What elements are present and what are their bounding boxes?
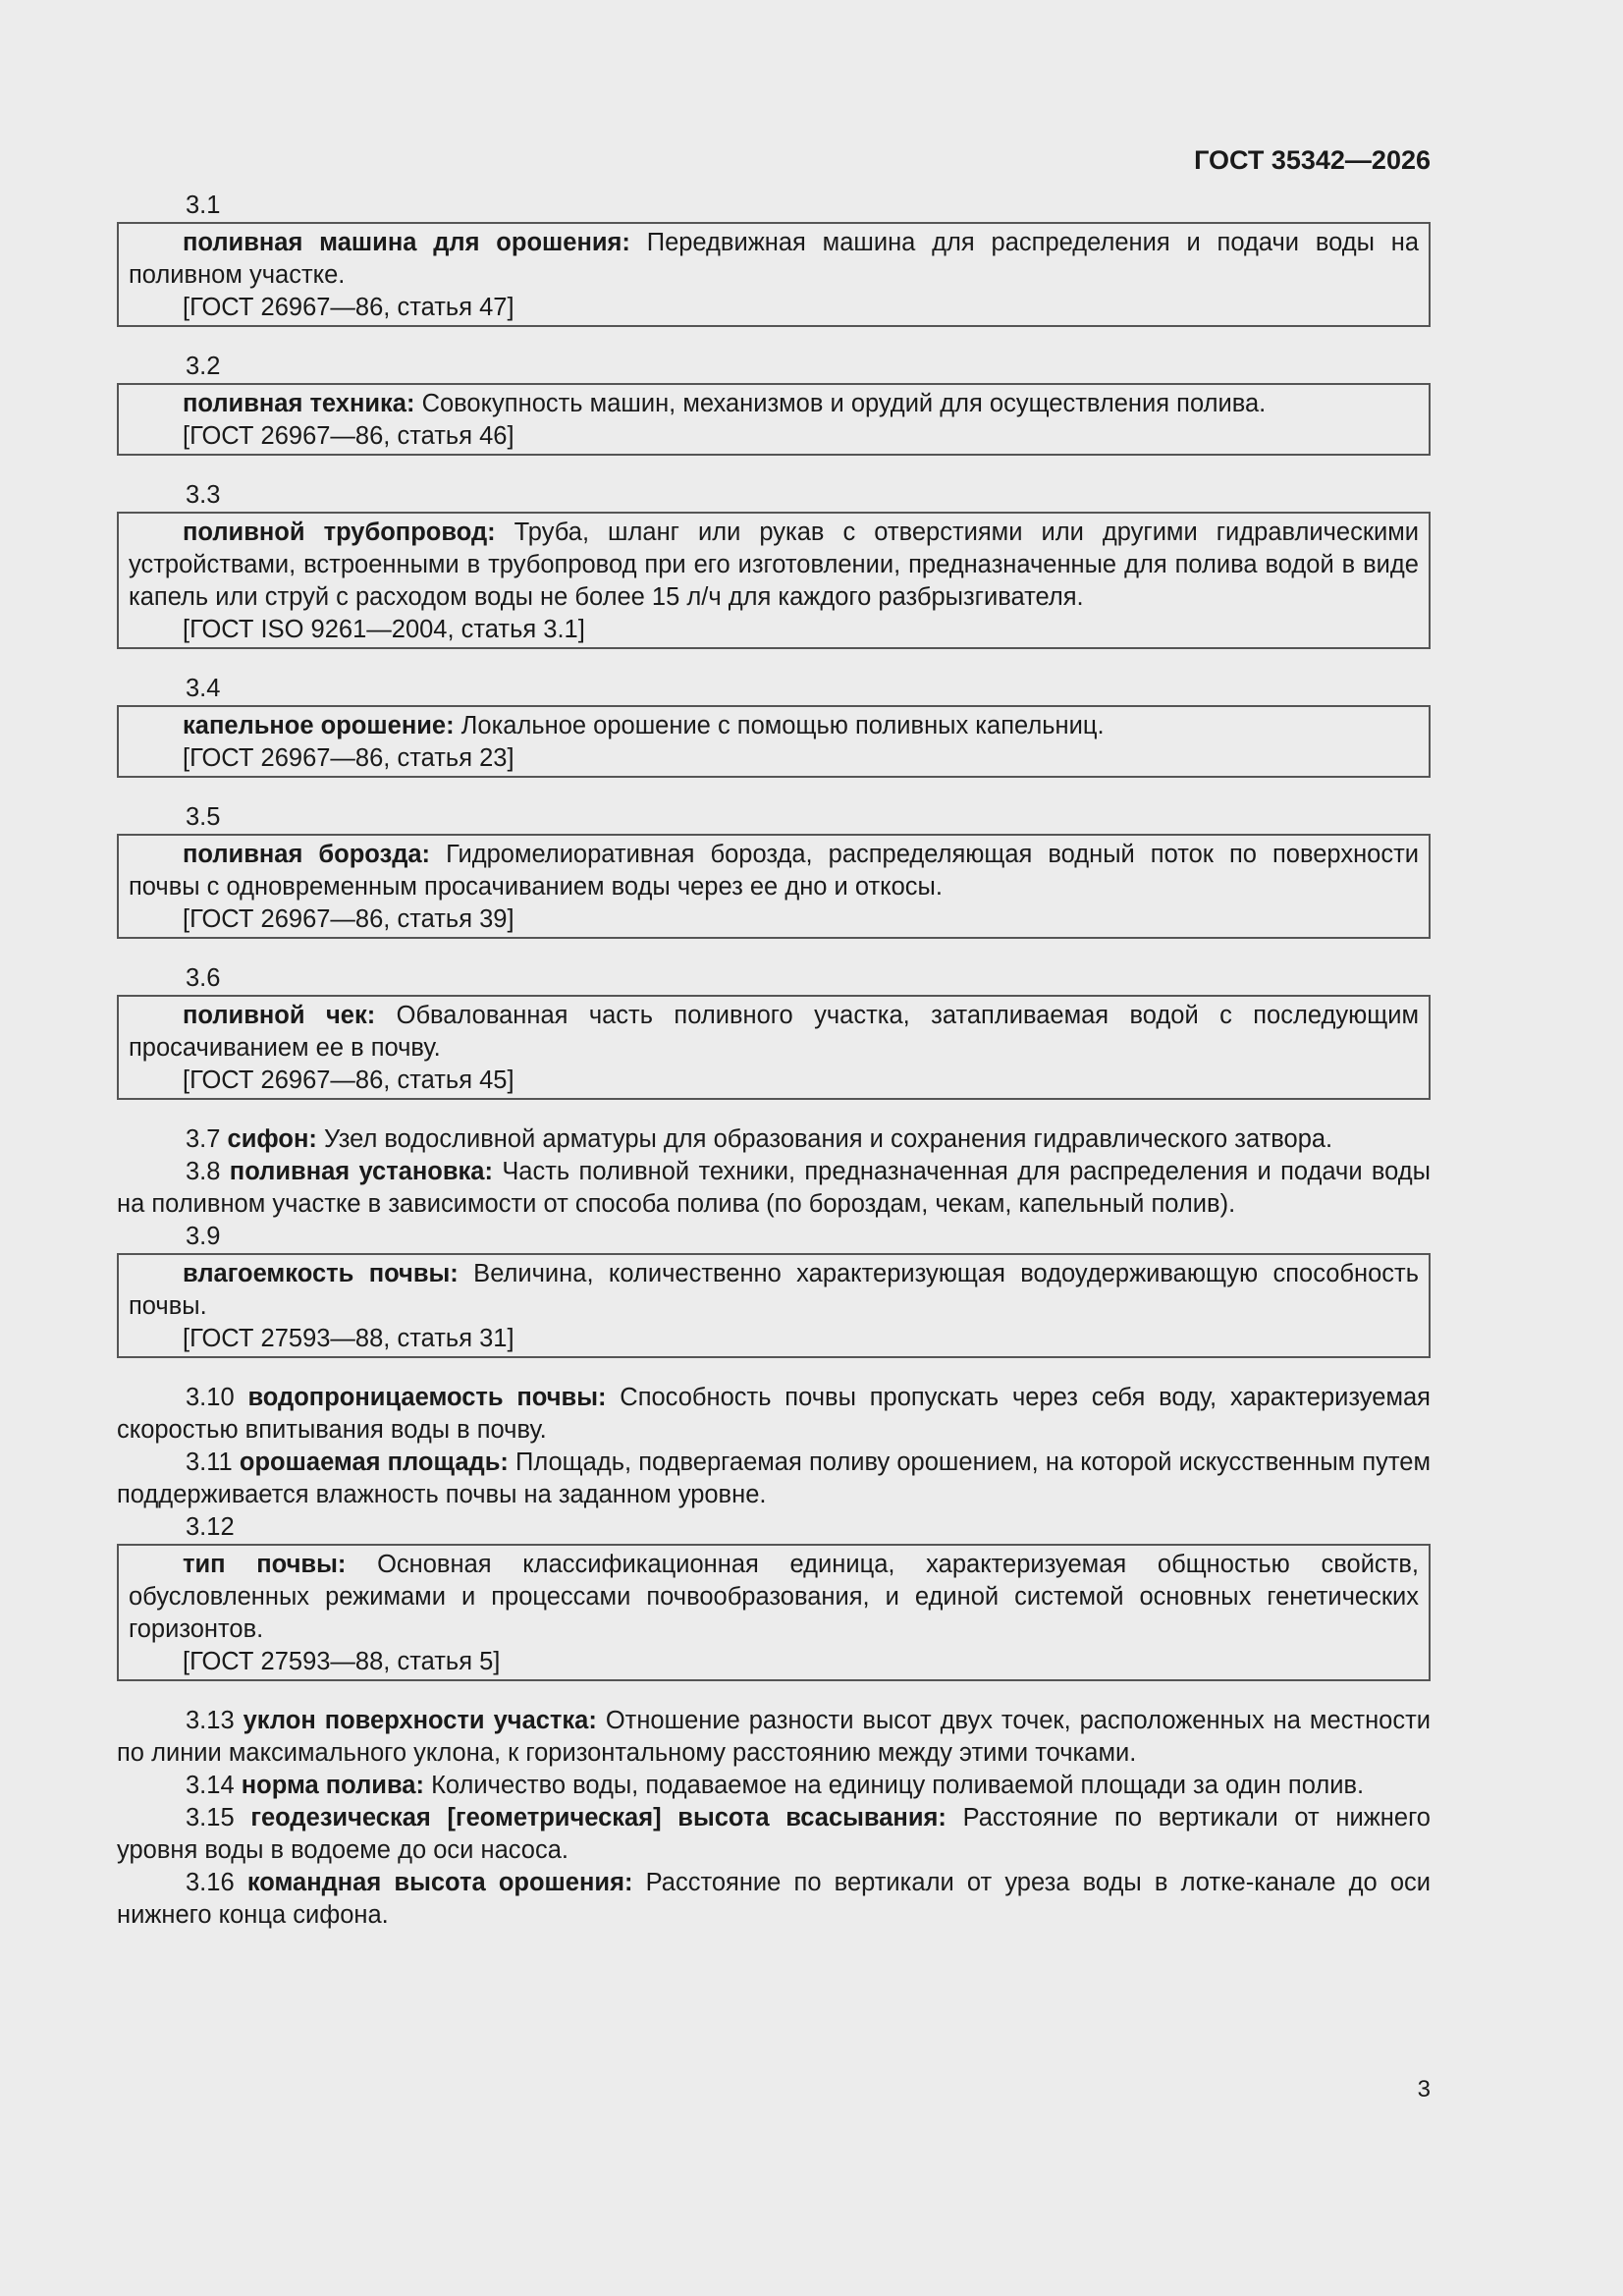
term-text: Труба, шланг или рукав с отверстиями или другими гидравлическими устройствами, встроенными в трубопровод при его изготовлении, предназначенные для полива водой в виде капель или струй с расходом воды не более 15 л/ч для каждого разбрызгивателя. <box>129 519 1420 611</box>
term-name: уклон поверхности участка: <box>243 1707 597 1734</box>
term-definition <box>129 839 1419 903</box>
term-text: Совокупность машин, механизмов и орудий для осуществления полива. <box>414 390 1267 417</box>
entry-number: 3.3 <box>186 481 221 509</box>
term-source: [ГОСТ 26967—86, статья 23] <box>183 744 514 772</box>
entry-number: 3.4 <box>186 675 221 702</box>
definition-paragraph <box>117 1802 1431 1867</box>
definition-paragraph <box>117 1770 1431 1802</box>
term-definition <box>129 1000 1419 1065</box>
definition-paragraph <box>117 1382 1431 1447</box>
term-source: [ГОСТ 27593—88, статья 5] <box>183 1648 501 1675</box>
term-name: водопроницаемость почвы: <box>247 1384 607 1411</box>
term-text: Площадь, подвергаемая поливу орошением, на которой искусственным путем поддерживается влажность почвы на заданном уровне. <box>117 1449 1431 1508</box>
definition-paragraph <box>117 1867 1431 1932</box>
term-text: Обвалованная часть поливного участка, затапливаемая водой с последующим просачиванием ее в почву. <box>129 1002 1420 1062</box>
term-text: Величина, количественно характеризующая водоудерживающую способность почвы. <box>129 1260 1420 1320</box>
entry-number: 3.15 <box>186 1804 235 1831</box>
term-name: влагоемкость почвы: <box>183 1260 459 1287</box>
entry-number: 3.6 <box>186 964 221 992</box>
page-number: 3 <box>1417 2076 1431 2103</box>
definition-paragraph <box>117 1123 1431 1156</box>
term-box <box>117 705 1431 778</box>
term-name: поливной трубопровод: <box>183 519 496 546</box>
term-name: геодезическая [геометрическая] высота всасывания: <box>250 1804 947 1831</box>
entry-number: 3.13 <box>186 1707 235 1734</box>
term-text: Передвижная машина для распределения и подачи воды на поливном участке. <box>129 229 1420 289</box>
standard-code: ГОСТ 35342—2026 <box>1194 145 1431 175</box>
term-name: поливная установка: <box>229 1158 493 1185</box>
entry-number: 3.10 <box>186 1384 235 1411</box>
term-definition <box>129 517 1419 614</box>
entry-number: 3.14 <box>186 1772 235 1799</box>
term-text: Расстояние по вертикали от уреза воды в лотке-канале до оси нижнего конца сифона. <box>117 1869 1431 1929</box>
term-source: [ГОСТ 26967—86, статья 39] <box>183 905 514 933</box>
term-text: Способность почвы пропускать через себя воду, характеризуемая скоростью впитывания воды в почву. <box>117 1384 1431 1444</box>
entry-number: 3.11 <box>186 1449 233 1476</box>
entry-number: 3.2 <box>186 353 221 380</box>
term-definition <box>129 1549 1419 1646</box>
term-box <box>117 222 1431 327</box>
term-name: сифон: <box>227 1125 317 1153</box>
term-box <box>117 512 1431 649</box>
term-name: тип почвы: <box>183 1551 347 1578</box>
document-page <box>117 143 1431 1932</box>
term-name: поливная техника: <box>183 390 415 417</box>
term-text: Расстояние по вертикали от нижнего уровня воды в водоеме до оси насоса. <box>117 1804 1431 1864</box>
term-name: поливной чек: <box>183 1002 376 1029</box>
entry-number: 3.5 <box>186 803 221 831</box>
definition-paragraph <box>117 1705 1431 1770</box>
term-name: поливная борозда: <box>183 841 431 868</box>
term-text: Количество воды, подаваемое на единицу поливаемой площади за один полив. <box>423 1772 1365 1799</box>
term-definition <box>129 710 1419 742</box>
entry-number: 3.8 <box>186 1158 221 1185</box>
term-name: командная высота орошения: <box>246 1869 633 1896</box>
term-box <box>117 1253 1431 1358</box>
term-text: Часть поливной техники, предназначенная для распределения и подачи воды на поливном участке в зависимости от способа полива (по бороздам, чекам, капельный полив). <box>117 1158 1432 1218</box>
term-source: [ГОСТ 26967—86, статья 46] <box>183 422 514 450</box>
entry-number: 3.16 <box>186 1869 235 1896</box>
term-source: [ГОСТ 27593—88, статья 31] <box>183 1325 514 1352</box>
term-source: [ГОСТ 26967—86, статья 47] <box>183 294 514 321</box>
term-definition <box>129 1258 1419 1323</box>
entry-number: 3.9 <box>186 1223 221 1250</box>
term-source: [ГОСТ ISO 9261—2004, статья 3.1] <box>183 616 585 643</box>
term-text: Основная классификационная единица, характеризуемая общностью свойств, обусловленных режимами и процессами почвообразования, и единой системой основных генетических горизонтов. <box>129 1551 1419 1643</box>
term-definition <box>129 227 1419 292</box>
definition-paragraph <box>117 1447 1431 1511</box>
term-box <box>117 1544 1431 1681</box>
term-name: поливная машина для орошения: <box>183 229 630 256</box>
term-text: Гидромелиоративная борозда, распределяющая водный поток по поверхности почвы с одновременным просачиванием воды через ее дно и откосы. <box>129 841 1420 901</box>
term-definition <box>129 388 1419 420</box>
term-name: норма полива: <box>241 1772 424 1799</box>
entry-number: 3.12 <box>186 1513 235 1541</box>
term-box <box>117 995 1431 1100</box>
entry-number: 3.1 <box>186 191 221 219</box>
entry-number: 3.7 <box>186 1125 221 1153</box>
term-name: орошаемая площадь: <box>239 1449 509 1476</box>
term-text: Узел водосливной арматуры для образования и сохранения гидравлического затвора. <box>316 1125 1333 1153</box>
definition-paragraph <box>117 1156 1431 1221</box>
term-box <box>117 834 1431 939</box>
term-text: Отношение разности высот двух точек, расположенных на местности по линии максимального уклона, к горизонтальному расстоянию между этими точками. <box>117 1707 1432 1767</box>
term-source: [ГОСТ 26967—86, статья 45] <box>183 1066 514 1094</box>
term-box <box>117 383 1431 456</box>
term-text: Локальное орошение с помощью поливных капельниц. <box>454 712 1105 739</box>
term-name: капельное орошение: <box>183 712 455 739</box>
